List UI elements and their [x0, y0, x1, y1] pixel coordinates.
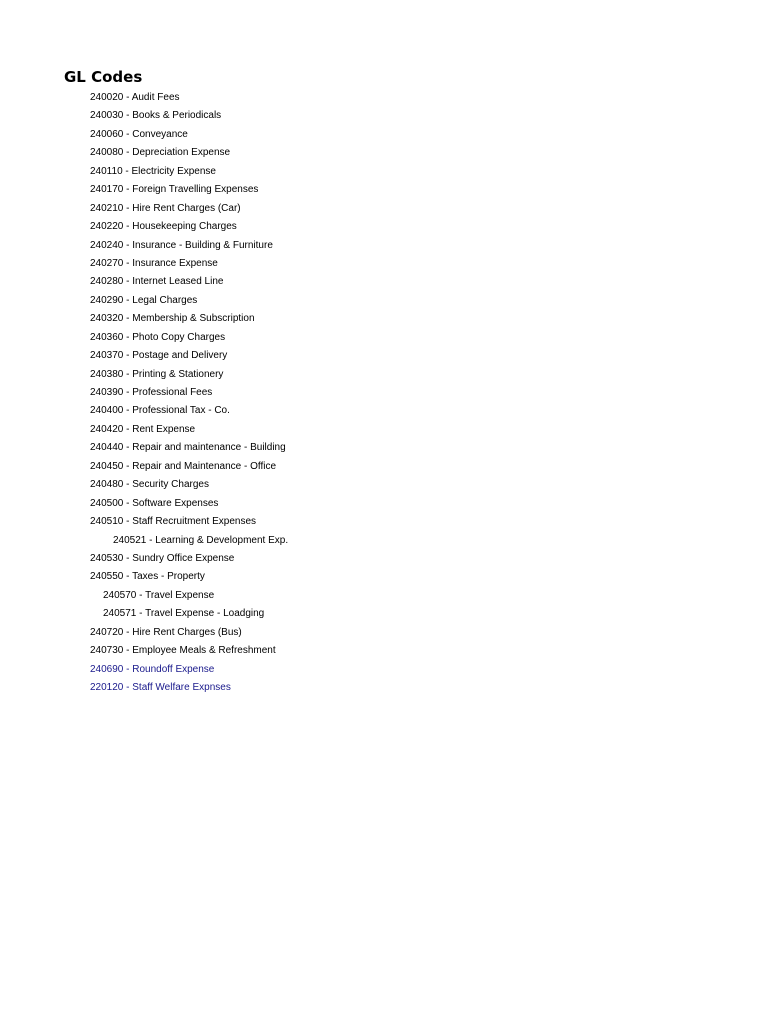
gl-code-item: 240170 - Foreign Travelling Expenses	[90, 184, 259, 196]
gl-code-item: 240240 - Insurance - Building & Furniture	[90, 239, 273, 251]
gl-code-item: 240110 - Electricity Expense	[90, 165, 216, 177]
gl-code-item: 240380 - Printing & Stationery	[90, 368, 224, 380]
gl-code-item: 240400 - Professional Tax - Co.	[90, 405, 230, 417]
gl-code-item: 240280 - Internet Leased Line	[90, 276, 224, 288]
gl-code-item: 240510 - Staff Recruitment Expenses	[90, 516, 257, 528]
gl-code-item: 240570 - Travel Expense	[103, 589, 215, 601]
gl-code-item: 240450 - Repair and Maintenance - Office	[90, 460, 277, 472]
gl-code-item: 240210 - Hire Rent Charges (Car)	[90, 202, 241, 214]
gl-code-item: 240440 - Repair and maintenance - Building	[90, 442, 286, 454]
gl-code-item: 240370 - Postage and Delivery	[90, 350, 228, 362]
gl-code-item: 240030 - Books & Periodicals	[90, 110, 222, 122]
gl-code-item: 240360 - Photo Copy Charges	[90, 331, 226, 343]
gl-code-list	[0, 89, 288, 697]
gl-code-link[interactable]: 240690 - Roundoff Expense	[90, 663, 215, 675]
gl-code-item: 240080 - Depreciation Expense	[90, 147, 231, 159]
gl-code-link[interactable]: 220120 - Staff Welfare Expnses	[90, 682, 231, 693]
gl-code-item: 240270 - Insurance Expense	[90, 257, 218, 269]
gl-code-item: 240720 - Hire Rent Charges (Bus)	[90, 626, 242, 638]
gl-code-item: 240480 - Security Charges	[90, 479, 209, 491]
page-title: GL Codes	[64, 68, 143, 86]
gl-code-item: 240320 - Membership & Subscription	[90, 313, 255, 325]
gl-code-item: 240500 - Software Expenses	[90, 497, 219, 509]
gl-code-item: 240420 - Rent Expense	[90, 423, 196, 435]
gl-code-item: 240390 - Professional Fees	[90, 387, 213, 398]
gl-code-item: 240290 - Legal Charges	[90, 294, 198, 306]
gl-code-item: 240220 - Housekeeping Charges	[90, 221, 237, 233]
gl-code-item: 240521 - Learning & Development Exp.	[113, 534, 289, 546]
gl-code-item: 240571 - Travel Expense - Loadging	[103, 608, 265, 620]
gl-code-item: 240730 - Employee Meals & Refreshment	[90, 645, 276, 657]
gl-code-item: 240550 - Taxes - Property	[90, 571, 205, 583]
gl-code-item: 240020 - Audit Fees	[90, 92, 180, 103]
gl-code-item: 240530 - Sundry Office Expense	[90, 552, 235, 564]
gl-code-item: 240060 - Conveyance	[90, 128, 188, 140]
